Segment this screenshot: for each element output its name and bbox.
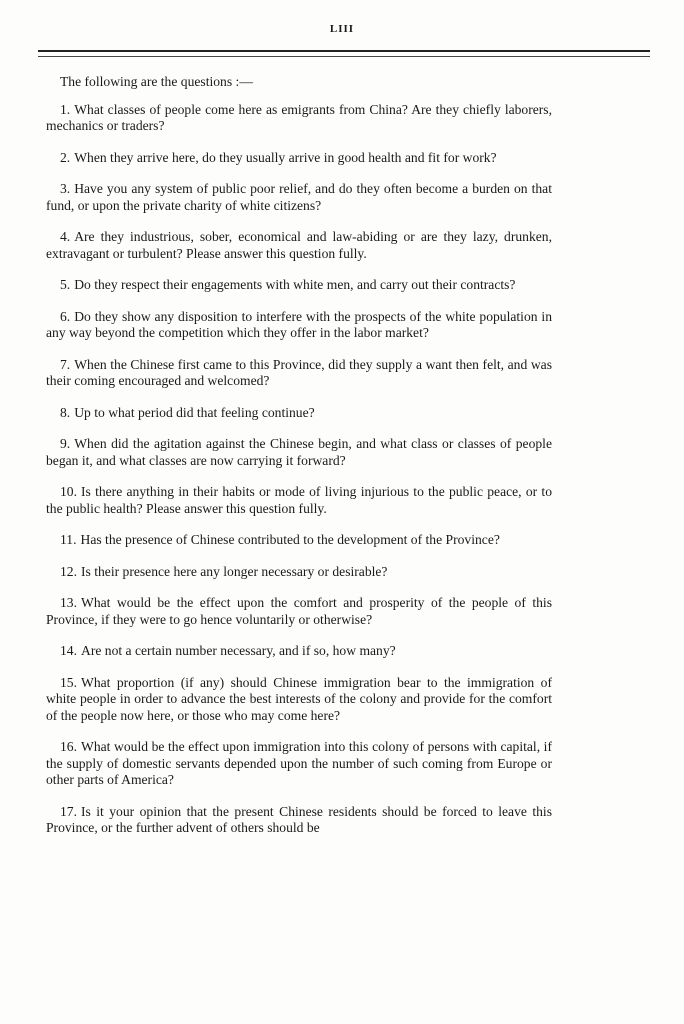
question-number: 15. — [60, 674, 77, 690]
question-number: 4. — [60, 229, 71, 244]
header-rule-thin — [38, 56, 650, 57]
question-list — [46, 102, 552, 837]
question-item — [46, 277, 552, 294]
question-number: 3. — [60, 181, 71, 196]
question-item — [46, 181, 552, 214]
question-text: When the Chinese first came to this Province, did they supply a want then felt, and was their coming encouraged and welcomed? — [46, 356, 552, 388]
question-text: What would be the effect upon the comfort and prosperity of the people of this Province, if they were to go hence voluntarily or otherwise? — [46, 595, 552, 627]
question-item — [46, 309, 552, 342]
intro-text: The following are the questions :— — [60, 74, 253, 89]
question-item — [46, 675, 552, 725]
question-text: Up to what period did that feeling continue? — [74, 404, 315, 420]
question-item — [46, 150, 552, 167]
question-item — [46, 229, 552, 262]
question-number: 17. — [60, 803, 77, 819]
question-text: Have you any system of public poor relief, and do they often become a burden on that fund, or upon the private charity of white citizens? — [46, 181, 552, 213]
question-number: 14. — [60, 643, 77, 658]
question-number: 2. — [60, 149, 71, 165]
question-text: Is there anything in their habits or mode of living injurious to the public peace, or to the public health? Please answer this question fully. — [46, 484, 552, 516]
question-text: When did the agitation against the Chinese begin, and what class or classes of people began it, and what classes are now carrying it forward? — [46, 436, 552, 468]
question-item — [46, 405, 552, 422]
question-text: Are not a certain number necessary, and if so, how many? — [81, 643, 396, 658]
page-number: LIII — [329, 23, 355, 35]
question-item — [46, 564, 552, 581]
question-text: Are they industrious, sober, economical and law-abiding or are they lazy, drunken, extravagant or turbulent? Please answer this question fully. — [46, 229, 552, 261]
question-number: 9. — [60, 436, 71, 451]
question-item — [46, 484, 552, 517]
question-number: 7. — [60, 356, 71, 372]
question-text: What classes of people come here as emigrants from China? Are they chiefly laborers, mechanics or traders? — [46, 101, 552, 133]
question-text: What would be the effect upon immigration into this colony of persons with capital, if the supply of domestic servants depended upon the number of such coming from Europe or other parts of America? — [46, 739, 552, 787]
question-number: 13. — [60, 595, 77, 610]
question-number: 5. — [60, 277, 71, 292]
question-item — [46, 357, 552, 390]
question-text: What proportion (if any) should Chinese immigration bear to the immigration of white people in order to advance the best interests of the colony and provide for the comfort of the people now here, or those who may come here? — [46, 674, 552, 723]
question-number: 11. — [60, 532, 77, 547]
question-item — [46, 595, 552, 628]
question-item — [46, 532, 552, 549]
document-body — [46, 74, 552, 852]
question-number: 10. — [60, 484, 77, 499]
question-number: 12. — [60, 563, 77, 579]
question-text: Is their presence here any longer necessary or desirable? — [81, 563, 388, 579]
question-text: When they arrive here, do they usually arrive in good health and fit for work? — [74, 149, 497, 165]
question-text: Do they show any disposition to interfere with the prospects of the white population in any way beyond the competition which they offer in the labor market? — [46, 308, 552, 340]
question-item — [46, 102, 552, 135]
question-item — [46, 643, 552, 660]
question-number: 6. — [60, 308, 71, 324]
question-item — [46, 436, 552, 469]
question-text: Has the presence of Chinese contributed to the development of the Province? — [80, 532, 500, 547]
question-text: Is it your opinion that the present Chinese residents should be forced to leave this Province, or the further advent of others should be — [46, 803, 552, 835]
header-rule-thick — [38, 50, 650, 52]
question-item — [46, 804, 552, 837]
question-number: 8. — [60, 404, 71, 420]
question-item — [46, 739, 552, 789]
question-number: 1. — [60, 101, 71, 117]
question-number: 16. — [60, 739, 77, 754]
question-text: Do they respect their engagements with white men, and carry out their contracts? — [74, 277, 516, 292]
